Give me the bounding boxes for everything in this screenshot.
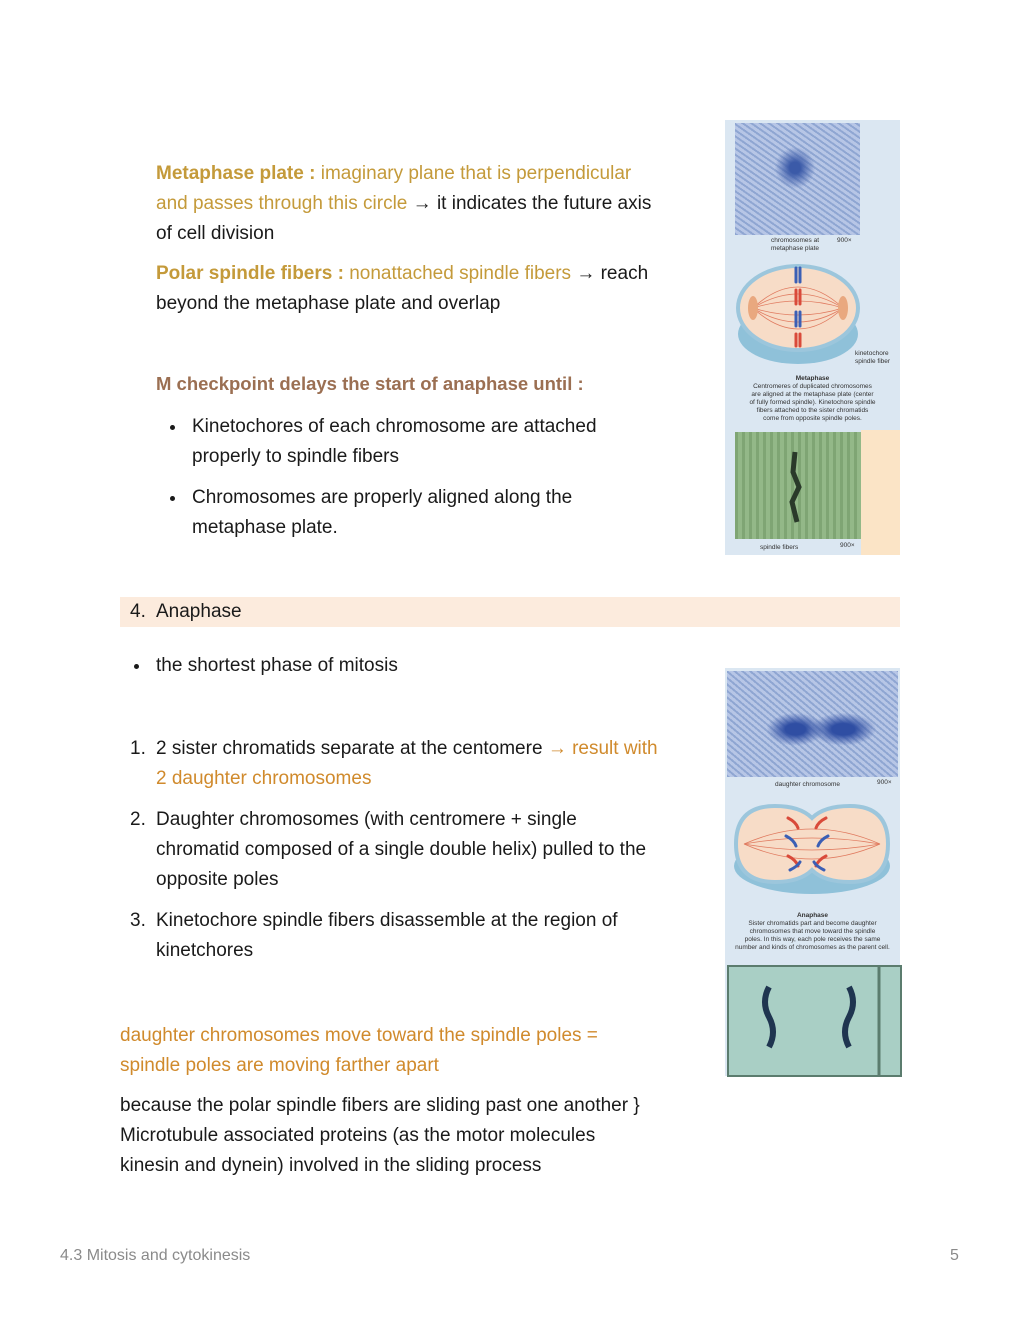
anaphase-bullet-list [120, 651, 680, 681]
metaphase-plate-term: Metaphase plate : [156, 163, 316, 184]
arrow-icon: → [547, 738, 567, 759]
anaphase-green-micrograph [727, 965, 902, 1077]
list-item: 3. Kinetochore spindle fibers disassemble at the region of kinetchores [130, 910, 618, 961]
section-heading-anaphase [120, 597, 900, 627]
arrow-icon: → [576, 263, 596, 284]
anaphase-caption: Anaphase Sister chromatids part and become daughter chromosomes that move toward the spindle poles. In this way, each pole receives the same number and kinds of chromosomes as the parent cell. [735, 912, 890, 951]
footer-chapter: 4.3 Mitosis and cytokinesis [60, 1247, 251, 1264]
polar-spindle-cont: reach [600, 263, 649, 284]
magnification-label: 900× [877, 779, 892, 786]
metaphase-caption: Metaphase Centromeres of duplicated chromosomes are aligned at the metaphase plate (center of fully formed spindle). Kinetochore spindle fibers attached to the sister chromatids come from opposite spindle poles. [749, 375, 876, 422]
section-title: Anaphase [156, 601, 242, 622]
metaphase-micrograph [735, 123, 860, 235]
metaphase-plate-desc-3: it indicates the future axis [436, 193, 652, 214]
metaphase-plate-desc: imaginary plane that is perpendicular [320, 163, 632, 184]
anaphase-micrograph [727, 671, 898, 777]
arrow-icon: → [412, 193, 432, 214]
polar-spindle-cont-2: beyond the metaphase plate and overlap [156, 293, 501, 314]
list-item: Chromosomes are properly aligned along the metaphase plate. [156, 483, 656, 543]
metaphase-cell-diagram [733, 256, 863, 368]
metaphase-plate-desc-2: and passes through this circle [156, 193, 408, 214]
anaphase-highlight: daughter chromosomes move toward the spindle poles = spindle poles are moving farther apart [120, 1025, 598, 1076]
metaphase-plate-definition [156, 159, 696, 249]
list-item: 1. 2 sister chromatids separate at the centomere → result with 2 daughter chromosomes [130, 738, 658, 789]
section-number: 4. [130, 601, 146, 622]
anaphase-body: because the polar spindle fibers are sliding past one another } Microtubule associated proteins (as the motor molecules kinesin and dynein) involved in the sliding process [120, 1095, 640, 1176]
polar-spindle-desc: nonattached spindle fibers [349, 263, 572, 284]
list-item: 2. Daughter chromosomes (with centromere + single chromatid composed of a single double helix) pulled to the opposite poles [130, 809, 647, 890]
magnification-label: 900× [837, 237, 852, 244]
polar-spindle-definition [156, 259, 696, 319]
list-item: Kinetochores of each chromosome are attached properly to spindle fibers [156, 412, 656, 472]
metaphase-figure: chromosomes at metaphase plate 900× kinetochore spindle fiber Metaphase Centromeres of duplicated chromosomes are aligned at the metaphase plate (center of fully formed spindle). Kinetochore spindle fibers attached to the sister chromatids come from opposite spindle poles. spindle fibers 900× [725, 120, 900, 555]
checkpoint-list [156, 412, 656, 543]
metaphase-plate-desc-4: of cell division [156, 223, 275, 244]
checkpoint-heading: M checkpoint delays the start of anaphase until : [156, 373, 584, 394]
anaphase-steps [120, 734, 700, 977]
anaphase-cell-diagram [730, 796, 895, 901]
metaphase-green-micrograph [735, 432, 861, 539]
page-number: 5 [950, 1247, 959, 1264]
polar-spindle-term: Polar spindle fibers : [156, 263, 344, 284]
list-item: the shortest phase of mitosis [120, 651, 680, 681]
anaphase-figure: daughter chromosome 900× Anaphase Sister chromatids part and become daughter chromosomes that move toward the spindle poles. In this way, each pole receives the same number and kinds of chromosomes as the parent cell. [725, 668, 900, 1076]
